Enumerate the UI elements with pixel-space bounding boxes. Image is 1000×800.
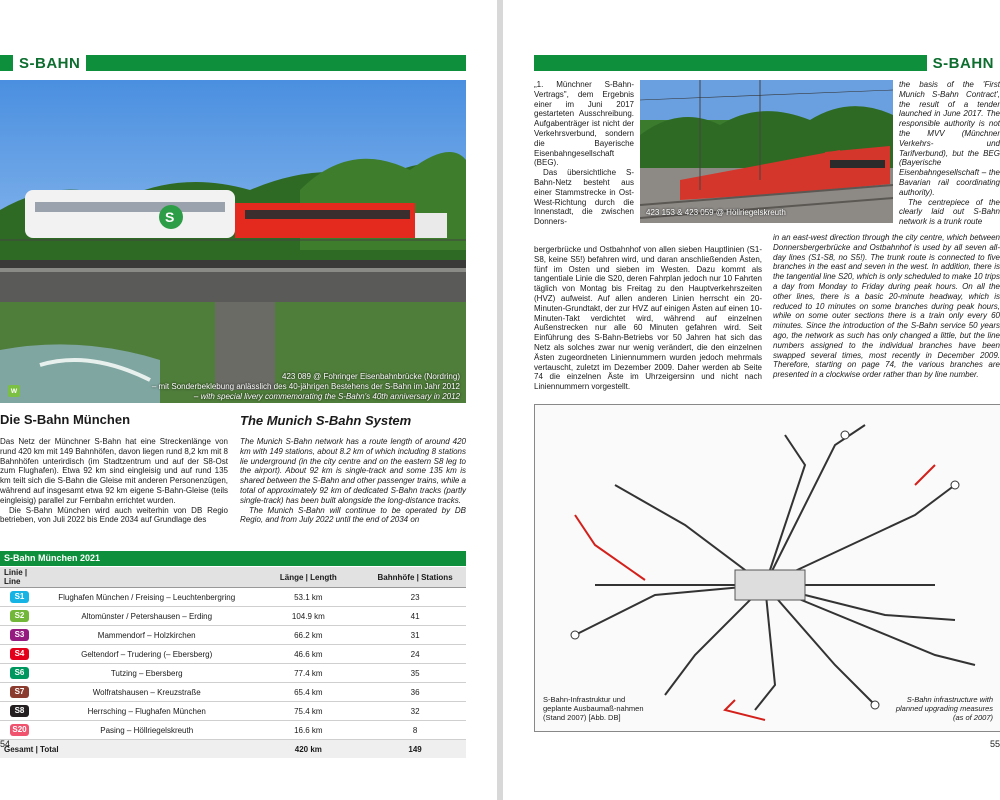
col-header-line: Linie | Line bbox=[0, 567, 41, 588]
line-badge: S20 bbox=[10, 724, 29, 736]
train-bridge-photo bbox=[0, 80, 466, 403]
table-row bbox=[0, 626, 466, 645]
table-row bbox=[0, 683, 466, 702]
page-number: 54 bbox=[0, 739, 11, 749]
network-map-illustration bbox=[535, 405, 1000, 731]
length-cell: 75.4 km bbox=[252, 702, 364, 721]
s-bahn-lines-table bbox=[0, 567, 466, 758]
route-cell: Wolfratshausen – Kreuzstraße bbox=[41, 683, 253, 702]
line-cell bbox=[0, 702, 41, 721]
line-badge: S1 bbox=[10, 591, 29, 603]
heading-de: Die S-Bahn München bbox=[0, 412, 131, 427]
body-en-paragraph: The Munich S-Bahn network has a route length of around 420 km with 149 stations, about 8.2 km of which including 8 stations lie underground (in the city centre and on the eastern S8 leg to the airport). About 92 km is single-track and some 135 km is shared between the S-Bahn and other passenger trains, while a total of approximately 92 km of dedicated S-Bahn tracks (partly single-track) has been built alongside the long-distance tracks. bbox=[240, 437, 466, 505]
photo-caption-line3: – with special livery commemorating the S-Bahn's 40th anniversary in 2012 bbox=[193, 392, 460, 401]
line-cell bbox=[0, 626, 41, 645]
train-station-illustration bbox=[640, 80, 893, 223]
table-row bbox=[0, 588, 466, 607]
table-total-row bbox=[0, 740, 466, 759]
route-cell: Tutzing – Ebersberg bbox=[41, 664, 253, 683]
train-station-photo bbox=[640, 80, 893, 223]
stations-cell: 36 bbox=[364, 683, 466, 702]
table-row bbox=[0, 607, 466, 626]
right-text-de-wide: bergerbrücke und Ostbahnhof von allen sieben Hauptlinien (S1-S8, keine S5!) befahren wird, und daran anschließenden Ästen, fünf im Osten und sieben im Westen. Dazu kommt als tangentiale Linie die S20, deren Fahrplan jedoch nur 10 Fahrten täglich von Montag bis Freitag zu den Hauptverkehrszeiten (HVZ) aufweist. Auf allen anderen Linien herrscht ein 20-Minuten-Grundtakt, der zur HVZ auf einigen Ästen auf einen 10-Minuten-Takt verdichtet wird, während auf einzelnen Außenstrecken nur alle 60 Minuten gefahren wird. Seit Einführung des S-Bahn-Betriebs vor 50 Jahren hat sich das Netz als solches zwar nur wenig verändert, die den einzelnen Ästen zugeordneten Liniennummern wurden jedoch mehrmals vertauscht, zuletzt im Dezember 2009. Daher werden ab Seite 74 die einzelnen Äste im Uhrzeigersinn und nicht nach Liniennummern vorgestellt. bbox=[534, 245, 762, 392]
route-cell: Altomünster / Petershausen – Erding bbox=[41, 607, 253, 626]
table-row bbox=[0, 721, 466, 740]
col-header-stations: Bahnhöfe | Stations bbox=[364, 567, 466, 588]
map-caption-de: S-Bahn-Infrastruktur und geplante Ausbaumaß-nahmen (Stand 2007) [Abb. DB] bbox=[543, 695, 644, 722]
body-en-paragraph: The Munich S-Bahn will continue to be operated by DB Regio, and from July 2022 until the end of 2034 on bbox=[240, 505, 466, 525]
train-bridge-illustration bbox=[0, 80, 466, 403]
route-cell: Mammendorf – Holzkirchen bbox=[41, 626, 253, 645]
page-number: 55 bbox=[989, 739, 1000, 749]
line-cell bbox=[0, 645, 41, 664]
line-cell bbox=[0, 588, 41, 607]
length-cell: 66.2 km bbox=[252, 626, 364, 645]
stations-cell: 32 bbox=[364, 702, 466, 721]
table-title: S-Bahn München 2021 bbox=[0, 551, 466, 566]
table-row bbox=[0, 702, 466, 721]
right-text-en-top bbox=[899, 80, 1000, 227]
body-text-en bbox=[240, 437, 466, 525]
body-de-paragraph: Das Netz der Münchner S-Bahn hat eine Streckenlänge von rund 420 km mit 149 Bahnhöfen, davon liegen rund 8,2 km mit 8 Bahnhöfen unterirdisch (im Stadtzentrum und auf der S8-Ost zum Flughafen). Etwa 92 km sind eingleisig und auf rund 135 km teilt sich die S-Bahn die Gleise mit anderen Personenzügen, während auf insgesamt etwa 92 km eigene S-Bahn-Gleise (teils eingleisig) parallel zur Fernbahn errichtet wurden. bbox=[0, 437, 228, 505]
de-p2-paragraph: Das übersichtliche S-Bahn-Netz besteht aus einer Stammstrecke in Ost-West-Richtung durch die Innenstadt, die zwischen Donners- bbox=[534, 168, 634, 227]
body-text-de bbox=[0, 437, 228, 525]
length-cell: 53.1 km bbox=[252, 588, 364, 607]
s-bahn-infrastructure-map bbox=[534, 404, 1000, 732]
stations-cell: 31 bbox=[364, 626, 466, 645]
heading-en: The Munich S-Bahn System bbox=[240, 413, 412, 428]
table-header-row bbox=[0, 567, 466, 588]
stations-cell: 35 bbox=[364, 664, 466, 683]
body-de-paragraph: Die S-Bahn München wird auch weiterhin von DB Regio betrieben, von Juli 2022 bis Ende 2034 auf Grundlage des bbox=[0, 505, 228, 525]
route-cell: Herrsching – Flughafen München bbox=[41, 702, 253, 721]
photo-caption: 423 153 & 423 059 @ Höllriegelskreuth bbox=[646, 208, 786, 217]
length-cell: 77.4 km bbox=[252, 664, 364, 683]
col-header-route bbox=[41, 567, 253, 588]
section-tag: S-BAHN bbox=[13, 50, 86, 77]
line-cell bbox=[0, 607, 41, 626]
de-top-paragraph: „1. Münchner S-Bahn-Vertrags", dem Ergebnis einer im Juni 2017 gestarteten Ausschreibung. Aufgabenträger ist nicht der Verkehrsverbund, sondern die Bayerische Eisenbahngesellschaft (BEG). bbox=[534, 80, 634, 168]
line-cell bbox=[0, 683, 41, 702]
length-cell: 46.6 km bbox=[252, 645, 364, 664]
total-stations: 149 bbox=[364, 740, 466, 759]
svg-text:S: S bbox=[165, 209, 175, 225]
line-badge: S8 bbox=[10, 705, 29, 717]
photo-caption-line2: – mit Sonderbeklebung anlässlich des 40-jährigen Bestehens der S-Bahn im Jahr 2012 bbox=[151, 382, 460, 391]
line-cell bbox=[0, 664, 41, 683]
total-label: Gesamt | Total bbox=[0, 740, 252, 759]
stations-cell: 41 bbox=[364, 607, 466, 626]
right-text-en-wide: in an east-west direction through the city centre, which between Donnersbergerbrücke and Ostbahnhof is used by all seven all-day lines (S1-S8, no S5!). The trunk route is connected to five branches in the east and seven in the west. In addition, there is the tangential line S20, which is only scheduled to make 10 trips a day from Monday to Friday during peak hours. On all the other lines, there is a basic 20-minute headway, which is reduced to 10 minutes on some branches during peak hours, while on some outer sections there is a train only every 60 minutes. Since the introduction of the S-Bahn service 50 years ago, the network as such has only changed a little, but the line numbers assigned to the individual branches have been swapped several times, most recently in December 2009. Therefore, starting on page 74, the various branches are presented in a clockwise order rather than by line number. bbox=[773, 233, 1000, 380]
length-cell: 65.4 km bbox=[252, 683, 364, 702]
line-badge: S6 bbox=[10, 667, 29, 679]
line-cell bbox=[0, 721, 41, 740]
total-length: 420 km bbox=[252, 740, 364, 759]
route-cell: Pasing – Höllriegelskreuth bbox=[41, 721, 253, 740]
table-row bbox=[0, 664, 466, 683]
publisher-logo-icon: w bbox=[8, 385, 20, 397]
en-top-paragraph: the basis of the 'First Munich S-Bahn Contract', the result of a tender launched in June 2017. The responsible authority is not the MVV (Münchner Verkehrs- und Tarifverbund), but the BEG (Bayerische Eisenbahngesellschaft – the Bavarian rail coordinating authority). bbox=[899, 80, 1000, 197]
length-cell: 16.6 km bbox=[252, 721, 364, 740]
photo-caption bbox=[140, 372, 460, 402]
line-badge: S3 bbox=[10, 629, 29, 641]
stations-cell: 24 bbox=[364, 645, 466, 664]
line-badge: S7 bbox=[10, 686, 29, 698]
left-page bbox=[0, 0, 497, 800]
route-cell: Geltendorf – Trudering (– Ebersberg) bbox=[41, 645, 253, 664]
stations-cell: 8 bbox=[364, 721, 466, 740]
map-caption-en: S-Bahn infrastructure with planned upgrading measures (as of 2007) bbox=[895, 695, 993, 722]
stations-cell: 23 bbox=[364, 588, 466, 607]
en-p2-paragraph: The centrepiece of the clearly laid out S-Bahn network is a trunk route bbox=[899, 197, 1000, 227]
route-cell: Flughafen München / Freising – Leuchtenbergring bbox=[41, 588, 253, 607]
photo-caption-line1: 423 089 @ Fohringer Eisenbahnbrücke (Nordring) bbox=[282, 372, 460, 381]
col-header-length: Länge | Length bbox=[252, 567, 364, 588]
line-badge: S2 bbox=[10, 610, 29, 622]
section-tag: S-BAHN bbox=[927, 50, 1000, 77]
right-text-de-top bbox=[534, 80, 634, 227]
length-cell: 104.9 km bbox=[252, 607, 364, 626]
line-badge: S4 bbox=[10, 648, 29, 660]
table-row bbox=[0, 645, 466, 664]
